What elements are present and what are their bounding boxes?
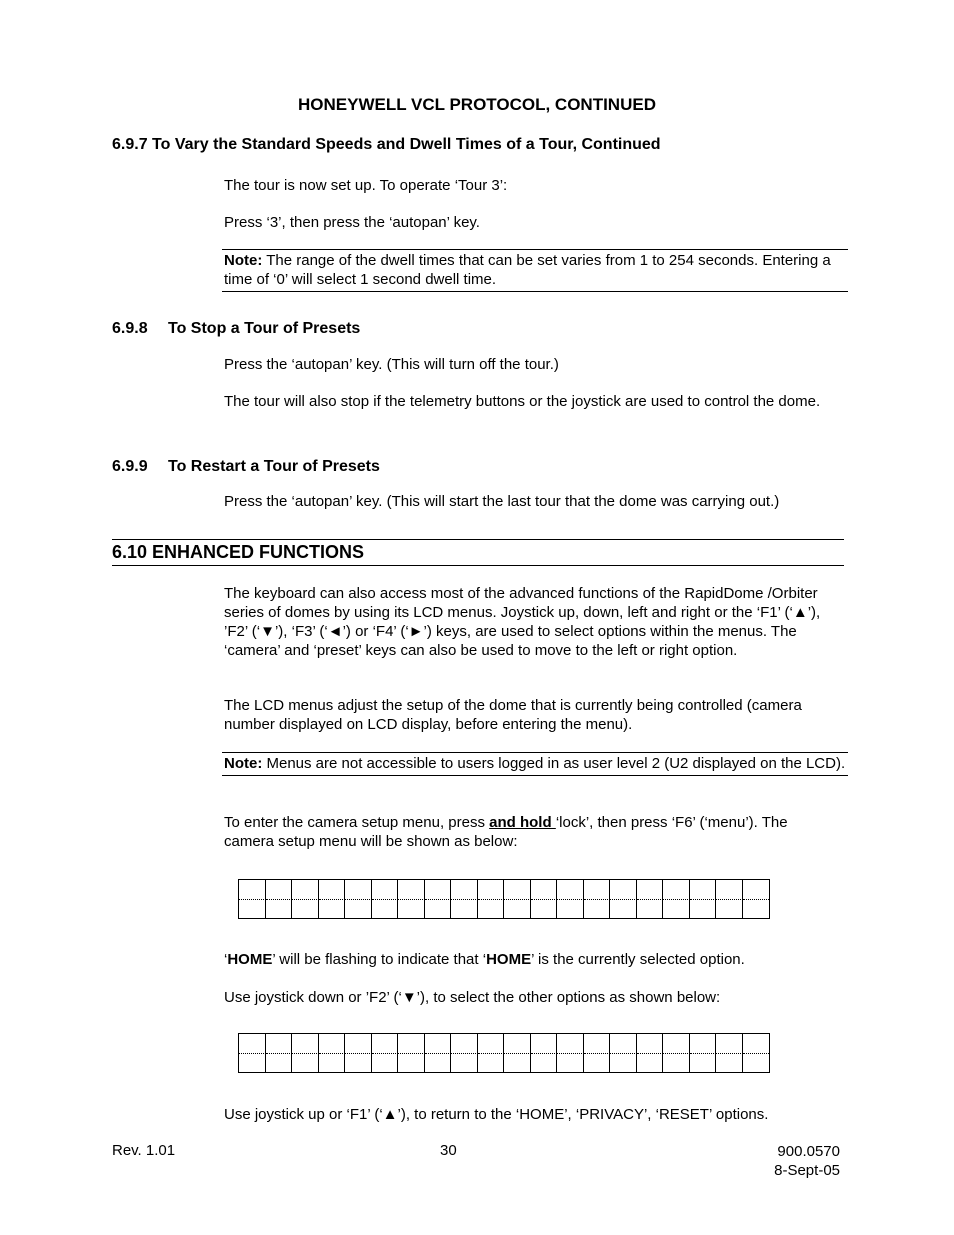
lcd-cell [266, 880, 293, 899]
lcd-cell [690, 880, 717, 899]
note-text: Menus are not accessible to users logged in as user level 2 (U2 displayed on the LCD). [262, 755, 846, 772]
footer-revision: Rev. 1.01 [112, 1142, 176, 1159]
lcd-cell [372, 880, 399, 899]
paragraph: Use joystick down or ’F2’ (‘▼’), to select the other options as shown below: [224, 989, 721, 1006]
lcd-cell [743, 899, 770, 918]
paragraph: Press the ‘autopan’ key. (This will turn off the tour.) [224, 356, 559, 373]
lcd-cell [716, 899, 743, 918]
lcd-cell [478, 1053, 505, 1072]
lcd-cell [398, 1053, 425, 1072]
lcd-cell [584, 1034, 611, 1053]
lcd-cell [610, 899, 637, 918]
lcd-cell [663, 1034, 690, 1053]
paragraph: The tour is now set up. To operate ‘Tour 3’: [224, 177, 508, 194]
lcd-cell [557, 1034, 584, 1053]
lcd-cell [451, 1053, 478, 1072]
text: ’ is the currently selected option. [531, 951, 745, 968]
section-title: To Stop a Tour of Presets [168, 320, 361, 337]
lcd-cell [584, 1053, 611, 1072]
lcd-cell [345, 1053, 372, 1072]
lcd-cell [531, 899, 558, 918]
lcd-cell [716, 1034, 743, 1053]
paragraph: Press ‘3’, then press the ‘autopan’ key. [224, 214, 480, 231]
lcd-cell [478, 880, 505, 899]
lcd-cell [504, 899, 531, 918]
lcd-cell [345, 899, 372, 918]
lcd-cell [557, 880, 584, 899]
footer-page-number: 30 [440, 1142, 457, 1159]
section-heading-6-10: 6.10 ENHANCED FUNCTIONS [112, 539, 844, 566]
paragraph: Use joystick up or ‘F1’ (‘▲’), to return to the ‘HOME’, ‘PRIVACY’, ‘RESET’ options. [224, 1106, 769, 1123]
lcd-cell [663, 899, 690, 918]
lcd-cell [372, 899, 399, 918]
lcd-cell [239, 880, 266, 899]
lcd-cell [637, 880, 664, 899]
footer-date: 8-Sept-05 [774, 1162, 840, 1179]
footer-doc-info [740, 1142, 840, 1180]
paragraph: Press the ‘autopan’ key. (This will start the last tour that the dome was carrying out.) [224, 493, 780, 510]
note-box [222, 752, 848, 776]
emphasis-text: HOME [227, 951, 273, 968]
note-label: Note: [224, 755, 263, 772]
text: To enter the camera setup menu, press [224, 814, 490, 831]
lcd-cell [345, 880, 372, 899]
lcd-cell [292, 1053, 319, 1072]
page-title: HONEYWELL VCL PROTOCOL, CONTINUED [298, 95, 656, 114]
text: ‘ [224, 951, 228, 968]
emphasis-text: HOME [486, 951, 532, 968]
lcd-cell [372, 1034, 399, 1053]
lcd-cell [663, 880, 690, 899]
lcd-cell [478, 899, 505, 918]
lcd-cell [451, 1034, 478, 1053]
lcd-cell [504, 1034, 531, 1053]
lcd-cell [557, 899, 584, 918]
lcd-cell [690, 1053, 717, 1072]
lcd-cell [716, 880, 743, 899]
lcd-cell [398, 1034, 425, 1053]
lcd-cell [743, 1034, 770, 1053]
lcd-cell [690, 899, 717, 918]
lcd-cell [319, 880, 346, 899]
text: ’ will be flashing to indicate that ‘ [272, 951, 487, 968]
lcd-cell [743, 1053, 770, 1072]
lcd-cell [292, 899, 319, 918]
paragraph [224, 950, 840, 969]
lcd-cell [239, 1053, 266, 1072]
lcd-cell [372, 1053, 399, 1072]
section-number: 6.9.8 [112, 320, 148, 337]
paragraph [224, 813, 840, 851]
lcd-cell [637, 1034, 664, 1053]
lcd-cell [266, 899, 293, 918]
lcd-cell [504, 880, 531, 899]
lcd-cell [451, 899, 478, 918]
note-box [222, 249, 848, 292]
section-title: To Restart a Tour of Presets [168, 458, 380, 475]
note-label: Note: [224, 252, 263, 269]
lcd-cell [531, 1053, 558, 1072]
text: ‘lock’, then press ‘F6’ (‘menu’). The camera setup menu will be shown as below: [224, 814, 788, 850]
section-heading-6-9-8 [112, 320, 360, 338]
lcd-cell [292, 1034, 319, 1053]
lcd-cell [425, 1053, 452, 1072]
lcd-cell [584, 899, 611, 918]
lcd-cell [319, 1053, 346, 1072]
lcd-cell [319, 899, 346, 918]
section-heading-6-9-7: 6.9.7 To Vary the Standard Speeds and Dwell Times of a Tour, Continued [112, 136, 661, 153]
lcd-cell [345, 1034, 372, 1053]
lcd-cell [451, 880, 478, 899]
lcd-cell [531, 1034, 558, 1053]
lcd-cell [716, 1053, 743, 1072]
lcd-cell [690, 1034, 717, 1053]
lcd-cell [425, 899, 452, 918]
lcd-cell [478, 1034, 505, 1053]
lcd-cell [637, 899, 664, 918]
paragraph: The tour will also stop if the telemetry buttons or the joystick are used to control the dome. [224, 393, 821, 410]
lcd-cell [610, 1034, 637, 1053]
lcd-cell [637, 1053, 664, 1072]
lcd-menu-grid [238, 879, 770, 919]
lcd-cell [425, 1034, 452, 1053]
lcd-cell [531, 880, 558, 899]
lcd-cell [239, 1034, 266, 1053]
lcd-cell [610, 1053, 637, 1072]
paragraph: The LCD menus adjust the setup of the dome that is currently being controlled (camera number displayed on LCD display, before entering the menu). [224, 697, 802, 733]
lcd-cell [266, 1034, 293, 1053]
lcd-cell [425, 880, 452, 899]
lcd-cell [398, 880, 425, 899]
lcd-cell [292, 880, 319, 899]
lcd-cell [319, 1034, 346, 1053]
lcd-cell [743, 880, 770, 899]
paragraph: The keyboard can also access most of the advanced functions of the RapidDome /Orbiter series of domes by using its LCD menus. Joystick up, down, left and right or the ‘F1’ (‘▲’), ’F2’ (‘▼’), ‘F3’ (‘◄’) or ‘F4’ (‘►’) keys, are used to select options within the menus. The ‘camera’ and ‘preset’ keys can also be used to move to the left or right option. [224, 585, 821, 659]
section-number: 6.9.9 [112, 458, 148, 475]
section-heading-6-9-9 [112, 458, 380, 476]
lcd-cell [557, 1053, 584, 1072]
footer-doc-number: 900.0570 [777, 1143, 840, 1160]
lcd-cell [239, 899, 266, 918]
lcd-cell [610, 880, 637, 899]
lcd-cell [584, 880, 611, 899]
lcd-cell [398, 899, 425, 918]
lcd-menu-grid [238, 1033, 770, 1073]
lcd-cell [504, 1053, 531, 1072]
note-text: The range of the dwell times that can be set varies from 1 to 254 seconds. Entering a time of ‘0’ will select 1 second dwell time. [224, 252, 831, 288]
lcd-cell [663, 1053, 690, 1072]
lcd-cell [266, 1053, 293, 1072]
emphasis-text: and hold [489, 814, 556, 831]
